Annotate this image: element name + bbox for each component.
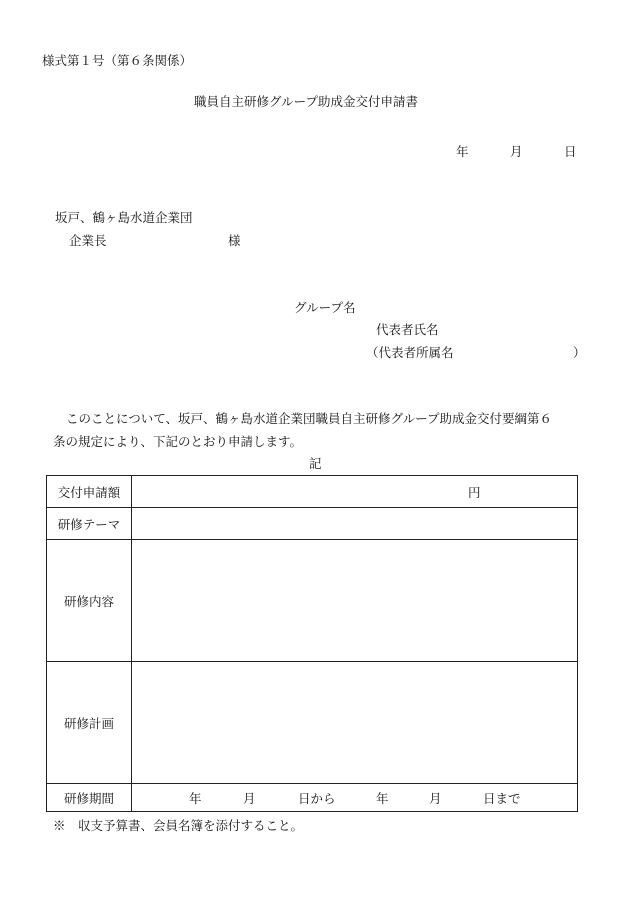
amount-label: 交付申請額 xyxy=(47,476,132,508)
period-row xyxy=(47,784,578,812)
body-text-line-2: 条の規定により、下記のとおり申請します。 xyxy=(53,434,303,449)
plan-field[interactable] xyxy=(132,662,578,784)
date-year-label: 年 xyxy=(456,144,469,159)
period-field[interactable] xyxy=(132,784,578,812)
period-start-month: 月 xyxy=(243,790,256,806)
content-field[interactable] xyxy=(132,540,578,662)
document-title: 職員自主研修グループ助成金交付申請書 xyxy=(194,94,419,109)
body-text-line-1: このことについて、坂戸、鶴ヶ島水道企業団職員自主研修グループ助成金交付要綱第６ xyxy=(66,411,553,426)
amount-row xyxy=(47,476,578,508)
period-label: 研修期間 xyxy=(47,784,132,812)
form-number: 様式第１号（第６条関係） xyxy=(42,53,193,68)
application-table xyxy=(46,475,578,812)
plan-row xyxy=(47,662,578,784)
amount-field[interactable] xyxy=(132,476,578,508)
theme-row xyxy=(47,508,578,540)
period-start-day: 日から xyxy=(298,790,336,806)
period-end-day: 日まで xyxy=(483,790,521,806)
date-month-label: 月 xyxy=(510,144,523,159)
addressee-position: 企業長 xyxy=(69,233,107,248)
content-label: 研修内容 xyxy=(47,540,132,662)
period-start-year: 年 xyxy=(189,790,202,806)
representative-affiliation-label: （代表者所属名 xyxy=(366,345,454,360)
addressee-organization: 坂戸、鶴ヶ島水道企業団 xyxy=(55,210,193,225)
content-row xyxy=(47,540,578,662)
attachment-note: ※ 収支予算書、会員名簿を添付すること。 xyxy=(53,818,304,833)
plan-label: 研修計画 xyxy=(47,662,132,784)
period-end-month: 月 xyxy=(429,790,442,806)
group-name-label: グループ名 xyxy=(294,300,356,315)
addressee-honorific: 様 xyxy=(228,233,241,248)
ki-marker: 記 xyxy=(309,456,322,471)
date-day-label: 日 xyxy=(564,144,577,159)
period-end-year: 年 xyxy=(376,790,389,806)
amount-unit: 円 xyxy=(468,484,481,500)
theme-label: 研修テーマ xyxy=(47,508,132,540)
representative-name-label: 代表者氏名 xyxy=(376,322,439,337)
representative-affiliation-close: ） xyxy=(573,345,586,360)
theme-field[interactable] xyxy=(132,508,578,540)
